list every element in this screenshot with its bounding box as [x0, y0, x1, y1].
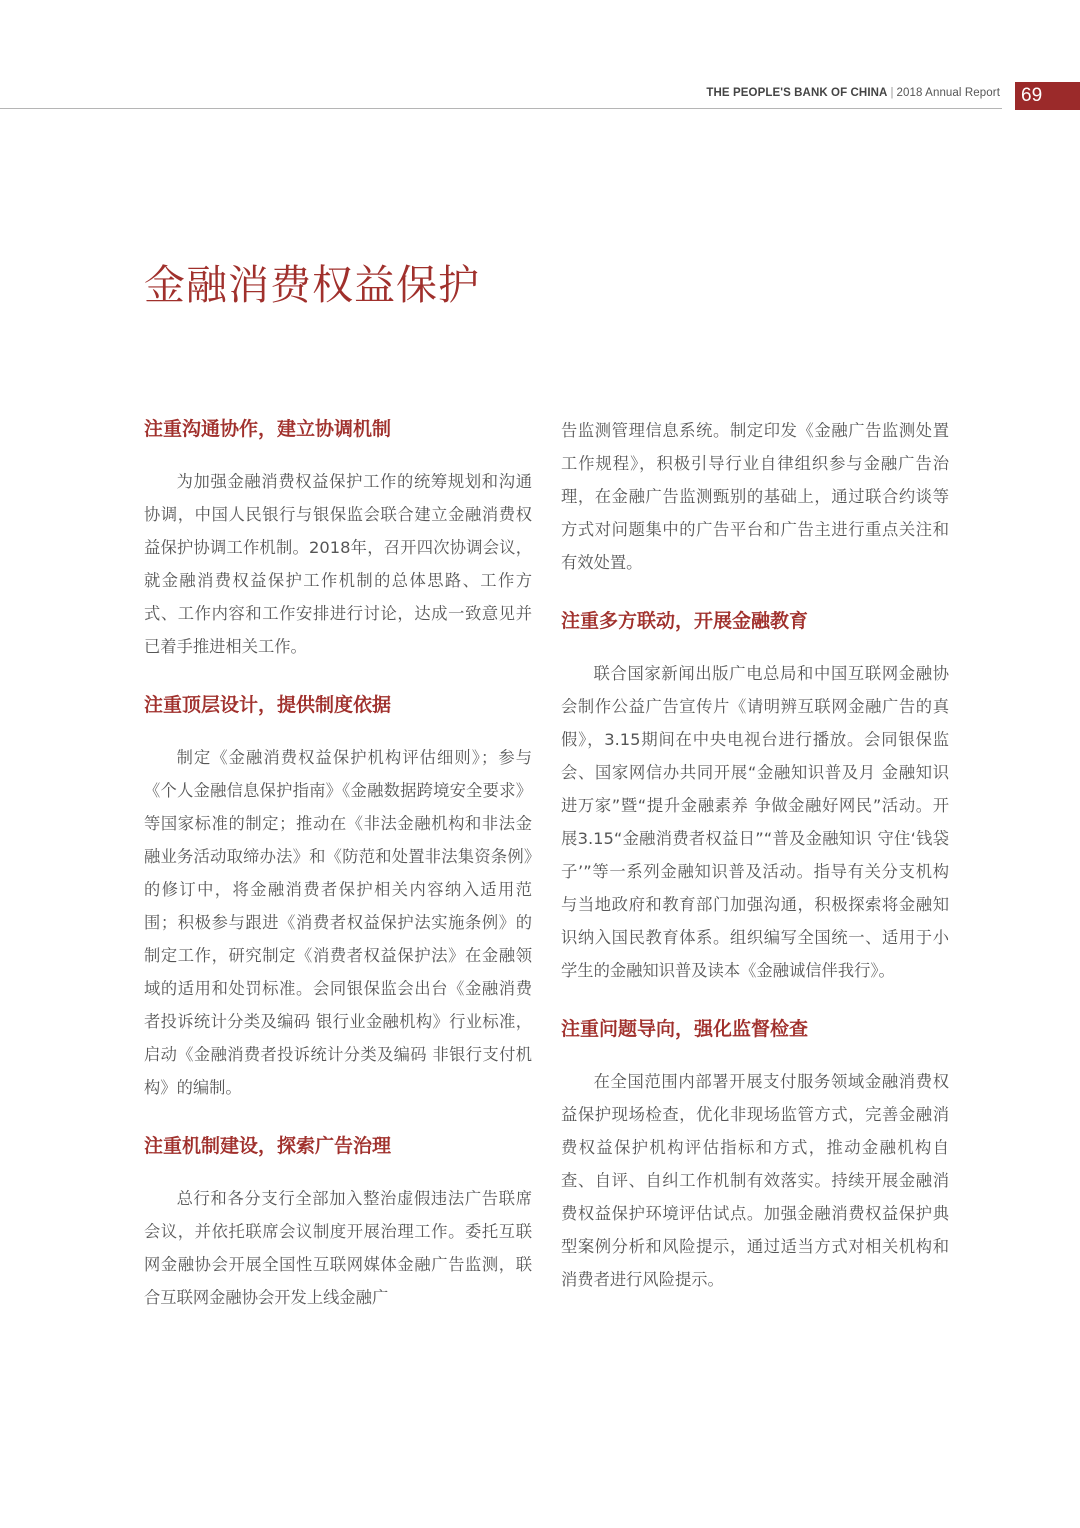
section-heading-supervision: 注重问题导向，强化监督检查: [561, 1018, 809, 1040]
section-body-top-design: 制定《金融消费权益保护机构评估细则》；参与《个人金融信息保护指南》《金融数据跨境安全要求》等国家标准的制定；推动在《非法金融机构和非法金融业务活动取缔办法》和《防范和处置非法集资条例》的修订中，将金融消费者保护相关内容纳入适用范围；积极参与跟进《消费者权益保护法实施条例》的制定工作，研究制定《消费者权益保护法》在金融领域的适用和处罚标准。会同银保监会出台《金融消费者投诉统计分类及编码 银行业金融机构》行业标准，启动《金融消费者投诉统计分类及编码 非银行支付机构》的编制。: [144, 748, 532, 1097]
header-rule: [0, 108, 1002, 109]
header-org: THE PEOPLE'S BANK OF CHINA: [706, 87, 888, 99]
section-body-financial-education: 联合国家新闻出版广电总局和中国互联网金融协会制作公益广告宣传片《请明辨互联网金融广告的真假》，3.15期间在中央电视台进行播放。会同银保监会、国家网信办共同开展“金融知识普及月 金融知识进万家”暨“提升金融素养 争做金融好网民”活动。开展3.15“金融消费者权益日”“普及金融知识 守住‘钱袋子’”等一系列金融知识普及活动。指导有关分支机构与当地政府和教育部门加强沟通，积极探索将金融知识纳入国民教育体系。组织编写全国统一、适用于小学生的金融知识普及读本《金融诚信伴我行》。: [561, 664, 949, 980]
section-body-supervision: 在全国范围内部署开展支付服务领域金融消费权益保护现场检查，优化非现场监管方式，完善金融消费权益保护机构评估指标和方式，推动金融机构自查、自评、自纠工作机制有效落实。持续开展金融消费权益保护环境评估试点。加强金融消费权益保护典型案例分析和风险提示，通过适当方式对相关机构和消费者进行风险提示。: [561, 1072, 949, 1289]
page-title: 金融消费权益保护: [144, 261, 480, 309]
section-heading-ad-governance: 注重机制建设，探索广告治理: [144, 1135, 392, 1157]
section-body-ad-governance: 总行和各分支行全部加入整治虚假违法广告联席会议，并依托联席会议制度开展治理工作。委托互联网金融协会开展全国性互联网媒体金融广告监测，联合互联网金融协会开发上线金融广: [144, 1189, 532, 1307]
section-heading-financial-education: 注重多方联动，开展金融教育: [561, 610, 809, 632]
section-body-coordination: 为加强金融消费权益保护工作的统筹规划和沟通协调，中国人民银行与银保监会联合建立金融消费权益保护协调工作机制。2018年，召开四次协调会议，就金融消费权益保护工作机制的总体思路、工作方式、工作内容和工作安排进行讨论，达成一致意见并已着手推进相关工作。: [144, 472, 532, 656]
right-column: [561, 414, 949, 1296]
section-heading-top-design: 注重顶层设计，提供制度依据: [144, 694, 392, 716]
header-separator: |: [890, 87, 894, 99]
header-report: 2018 Annual Report: [896, 87, 1000, 99]
section-heading-coordination: 注重沟通协作，建立协调机制: [144, 418, 392, 440]
running-header: [706, 87, 1000, 99]
section-body-ad-governance-continued: 告监测管理信息系统。制定印发《金融广告监测处置工作规程》，积极引导行业自律组织参与金融广告治理，在金融广告监测甄别的基础上，通过联合约谈等方式对问题集中的广告平台和广告主进行重点关注和有效处置。: [561, 421, 949, 572]
page-number: 69: [1015, 82, 1080, 110]
left-column: [144, 415, 532, 1314]
